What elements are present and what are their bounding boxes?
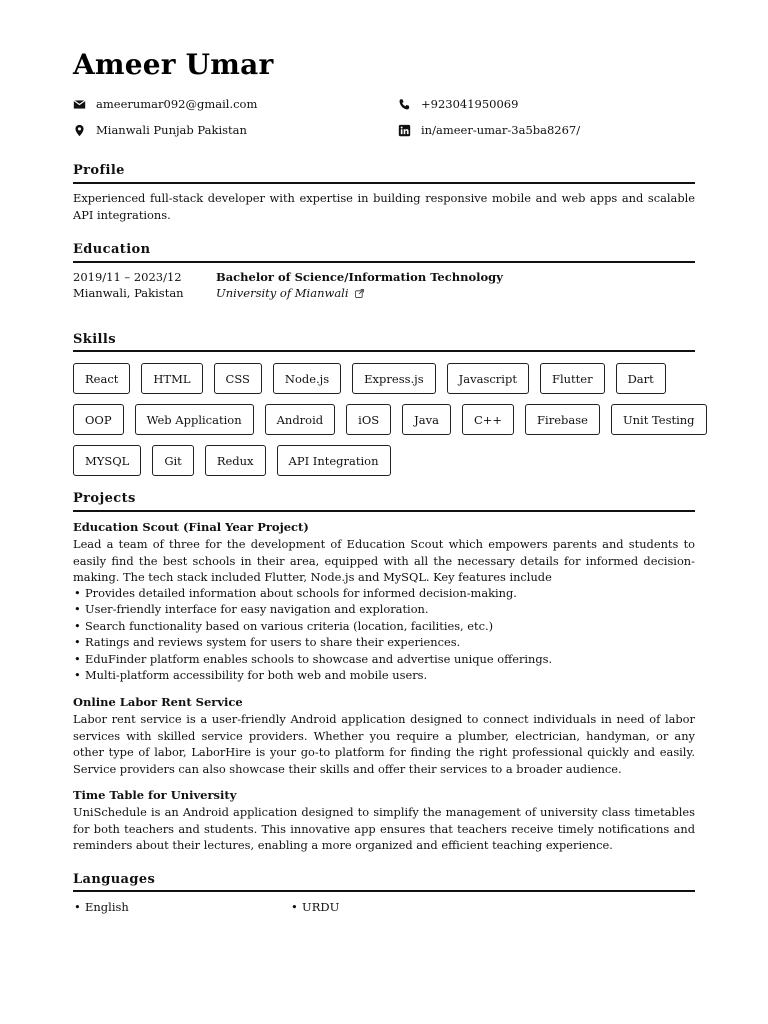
education-degree: Bachelor of Science/Information Technology [216, 270, 503, 284]
candidate-name: Ameer Umar [73, 48, 274, 81]
project-description: UniSchedule is an Android application designed to simplify the management of university class timetables for both teachers and students. This innovative app ensures that teachers receive timely notifications and reminders about their lectures, enabling a more organized and efficient teaching experience. [73, 805, 695, 852]
skill-chip: C++ [462, 404, 514, 435]
education-divider [73, 261, 695, 263]
skill-chip: Android [265, 404, 336, 435]
skill-chip: React [73, 363, 130, 394]
skills-list [73, 363, 695, 486]
location-text: Mianwali Punjab Pakistan [96, 123, 247, 137]
skill-chip: Javascript [447, 363, 529, 394]
project-description: Lead a team of three for the development of Education Scout which empowers parents and students to easily find the best schools in their area, equipped with all the necessary details for informed decision-making. The tech stack included Flutter, Node.js and MySQL. Key features include [73, 537, 695, 584]
skills-row [73, 445, 695, 476]
skill-chip: Java [402, 404, 451, 435]
skill-chip: Firebase [525, 404, 600, 435]
project-feature-list [73, 585, 695, 683]
profile-divider [73, 182, 695, 184]
languages-heading: Languages [73, 872, 156, 887]
contact-email[interactable] [73, 97, 257, 111]
phone-icon [398, 98, 411, 111]
languages-divider [73, 890, 695, 892]
skill-chip: CSS [214, 363, 262, 394]
location-pin-icon [73, 124, 86, 137]
linkedin-icon [398, 124, 411, 137]
projects-heading: Projects [73, 491, 136, 506]
profile-text: Experienced full-stack developer with expertise in building responsive mobile and web apps and scalable API integrations. [73, 191, 695, 222]
skill-chip: HTML [141, 363, 202, 394]
education-school: University of Mianwali [216, 286, 349, 300]
project-title: Time Table for University [73, 788, 237, 802]
skills-heading: Skills [73, 332, 116, 347]
skill-chip: Node.js [273, 363, 341, 394]
projects-divider [73, 510, 695, 512]
list-item: • Search functionality based on various criteria (location, facilities, etc.) [73, 618, 695, 634]
project-title: Online Labor Rent Service [73, 695, 243, 709]
education-heading: Education [73, 242, 151, 257]
skill-chip: Web Application [135, 404, 254, 435]
skill-chip: Flutter [540, 363, 605, 394]
list-item: • Multi-platform accessibility for both web and mobile users. [73, 667, 695, 683]
contact-location [73, 123, 247, 137]
skill-chip: Dart [616, 363, 666, 394]
list-item: • Ratings and reviews system for users to share their experiences. [73, 634, 695, 650]
skill-chip: Git [152, 445, 194, 476]
contact-linkedin[interactable] [398, 123, 580, 137]
skill-chip: API Integration [277, 445, 391, 476]
education-dates: 2019/11 – 2023/12 [73, 270, 182, 284]
email-text: ameerumar092@gmail.com [96, 97, 258, 111]
skills-row [73, 363, 695, 394]
skill-chip: MYSQL [73, 445, 141, 476]
skills-row [73, 404, 695, 435]
contact-phone[interactable] [398, 97, 518, 111]
skill-chip: Express.js [352, 363, 435, 394]
list-item: • Provides detailed information about schools for informed decision-making. [73, 585, 695, 601]
list-item: • EduFinder platform enables schools to showcase and advertise unique offerings. [73, 651, 695, 667]
language-item: • URDU [290, 900, 339, 914]
external-link-icon [355, 289, 364, 298]
skill-chip: Redux [205, 445, 266, 476]
skill-chip: OOP [73, 404, 124, 435]
envelope-icon [73, 98, 86, 111]
skill-chip: Unit Testing [611, 404, 707, 435]
list-item: • User-friendly interface for easy navigation and exploration. [73, 601, 695, 617]
education-location: Mianwali, Pakistan [73, 286, 184, 300]
phone-text: +923041950069 [421, 97, 519, 111]
education-school-link[interactable] [216, 286, 364, 300]
project-title: Education Scout (Final Year Project) [73, 520, 309, 534]
skill-chip: iOS [346, 404, 391, 435]
language-item: • English [73, 900, 129, 914]
skills-divider [73, 350, 695, 352]
project-description: Labor rent service is a user-friendly Android application designed to connect individuals in need of labor services with skilled service providers. Whether you require a plumber, electrician, handyman, or any other type of labor, LaborHire is your go-to platform for finding the right professional quickly and easily. Service providers can also showcase their skills and offer their services to a broader audience. [73, 712, 695, 776]
profile-heading: Profile [73, 163, 125, 178]
linkedin-text: in/ameer-umar-3a5ba8267/ [421, 123, 581, 137]
